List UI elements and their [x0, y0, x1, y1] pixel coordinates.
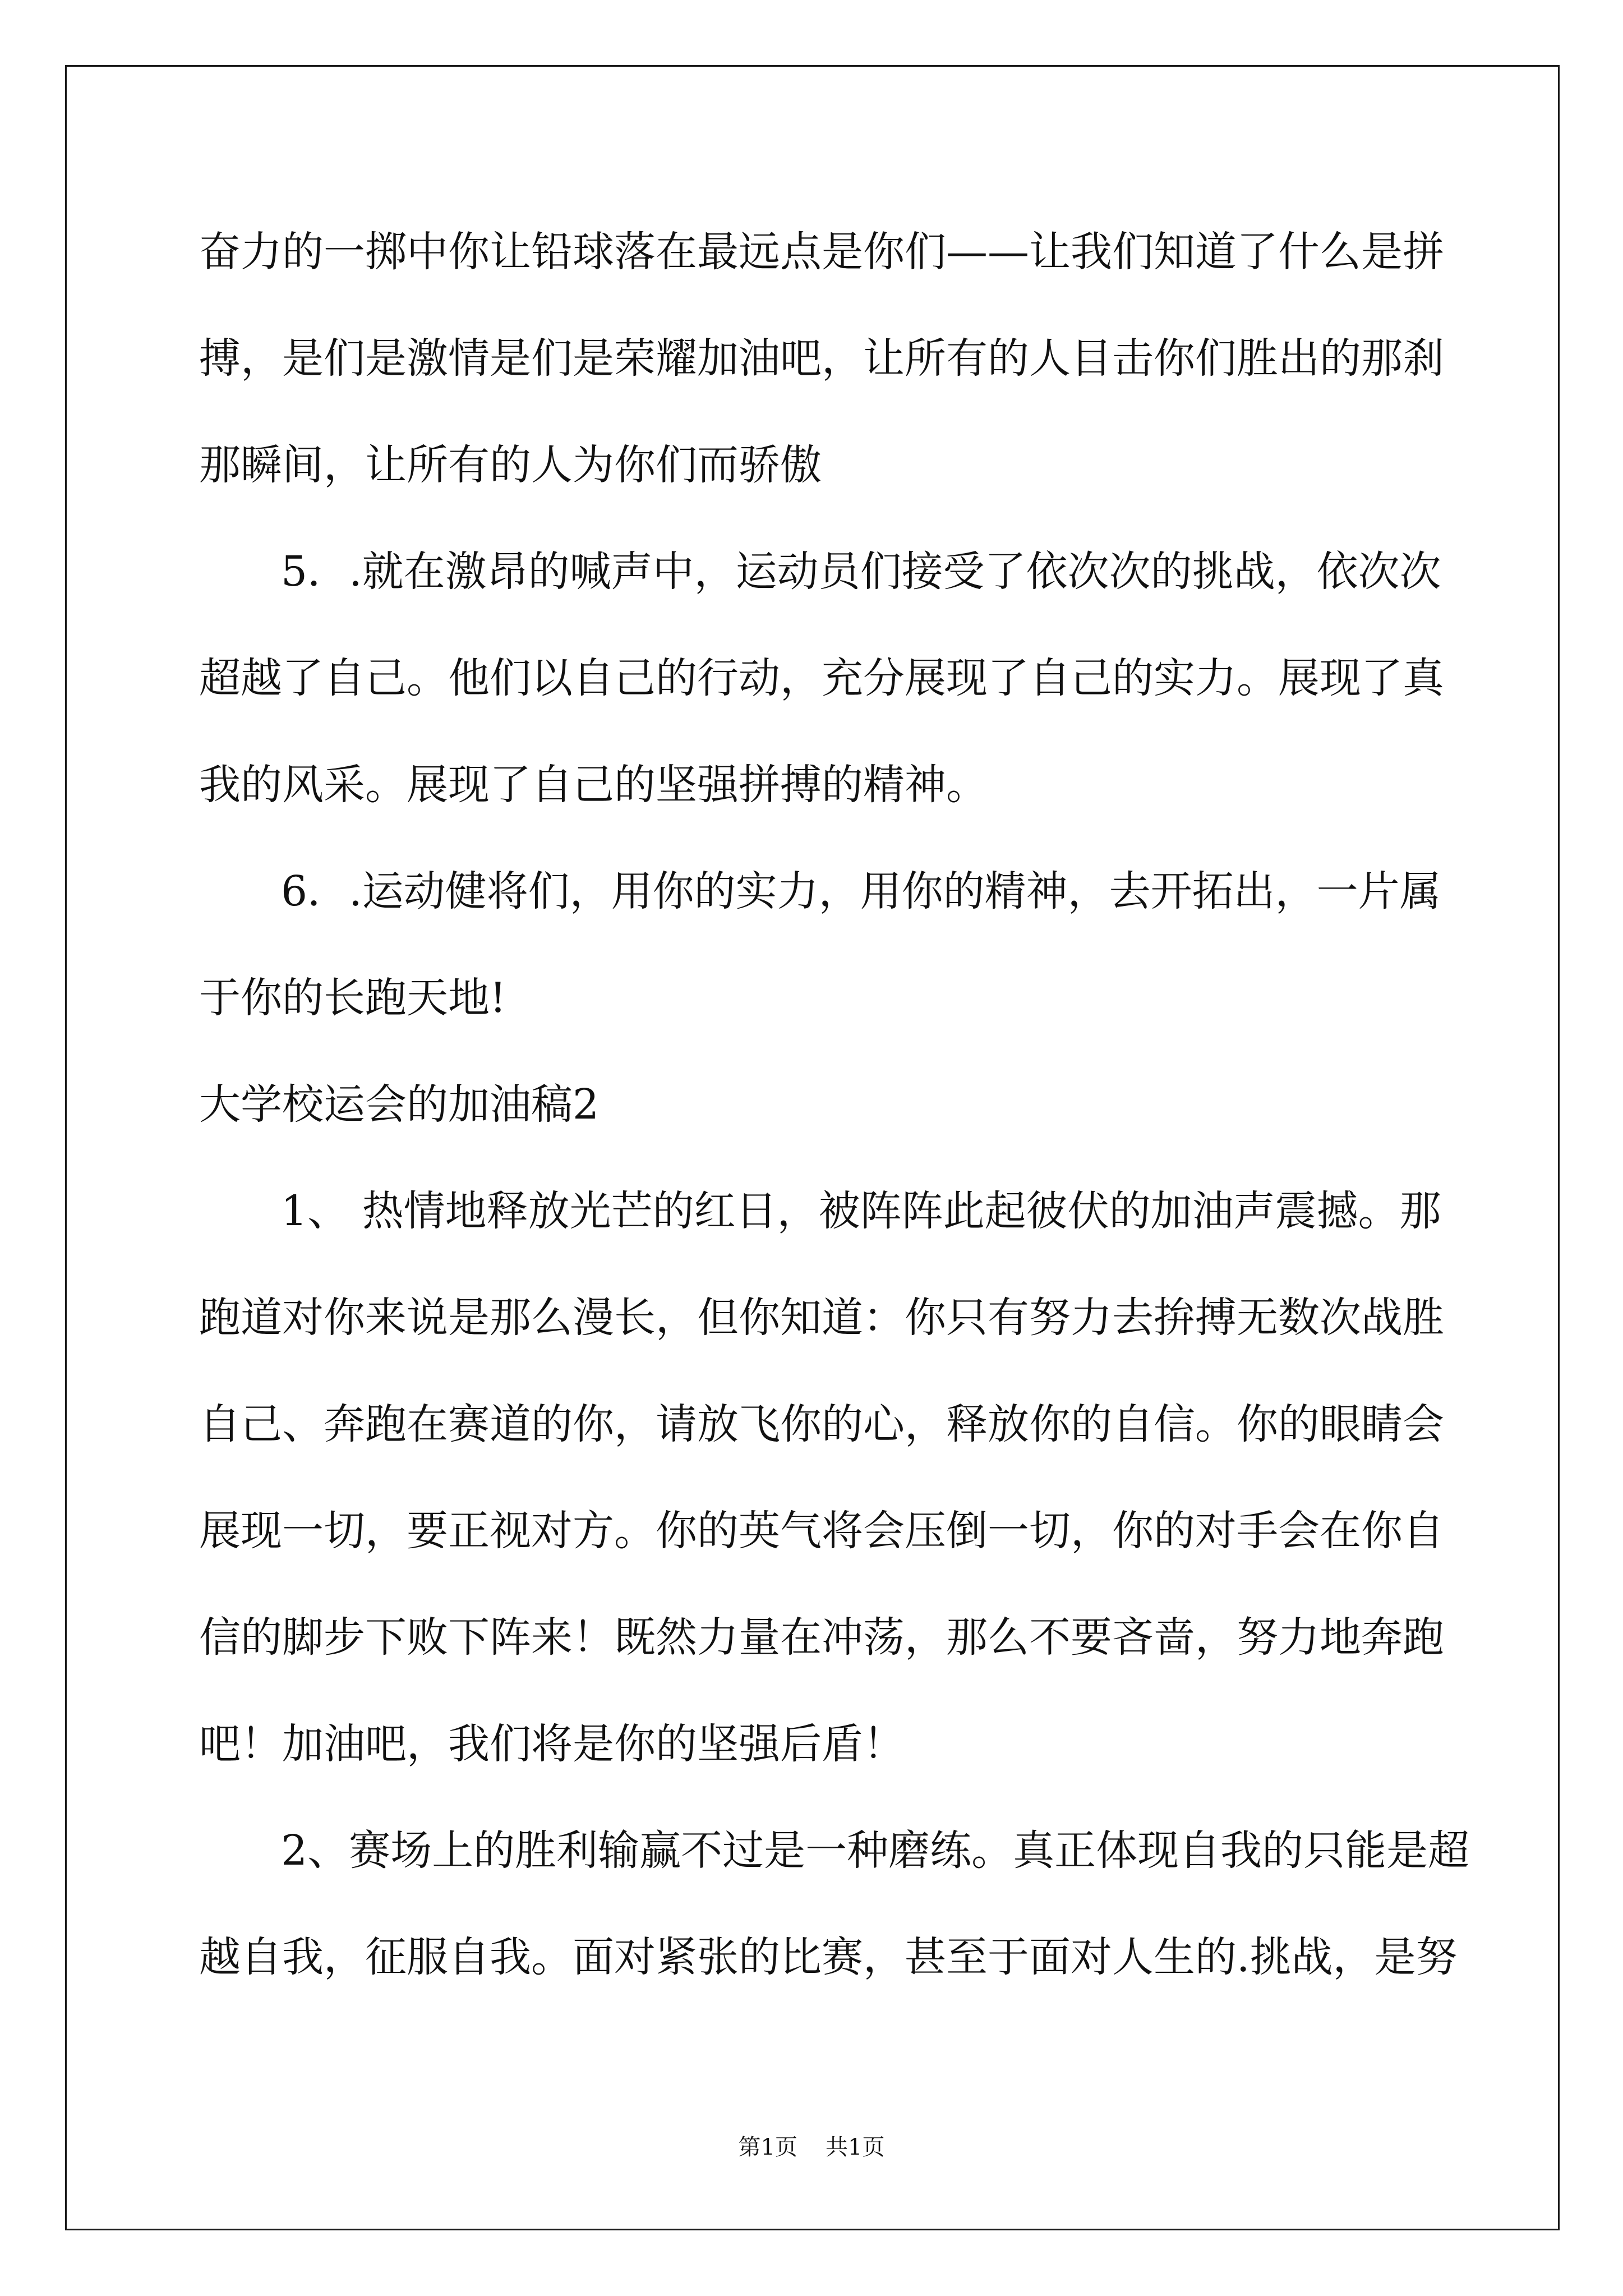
text-line: 于你的长跑天地!: [199, 974, 506, 1022]
text-line: 自己、奔跑在赛道的你，请放飞你的心，释放你的自信。你的眼睛会: [199, 1400, 1444, 1448]
text-line: 展现一切，要正视对方。你的英气将会压倒一切，你的对手会在你自: [199, 1507, 1444, 1555]
text-line: 信的脚步下败下阵来！既然力量在冲荡，那么不要吝啬，努力地奔跑: [199, 1613, 1444, 1662]
page-number: 第1页: [738, 2134, 797, 2160]
text-line: 1、 热情地释放光芒的红日，被阵阵此起彼伏的加油声震撼。那: [281, 1187, 1441, 1235]
text-line: 跑道对你来说是那么漫长，但你知道：你只有努力去拚搏无数次战胜: [199, 1294, 1444, 1342]
text-line: 越自我，征服自我。面对紧张的比赛，甚至于面对人生的.挑战，是努: [199, 1933, 1458, 1981]
text-line: 搏，是们是激情是们是荣耀加油吧，让所有的人目击你们胜出的那刹: [199, 334, 1444, 383]
text-line: 我的风采。展现了自己的坚强拼搏的精神。: [199, 761, 988, 809]
section-heading: 大学校运会的加油稿2: [199, 1080, 600, 1129]
text-line: 6．.运动健将们，用你的实力，用你的精神，去开拓出，一片属: [281, 867, 1441, 915]
text-line: 2、赛场上的胜利输赢不过是一种磨练。真正体现自我的只能是超: [281, 1826, 1470, 1875]
text-line: 超越了自己。他们以自己的行动，充分展现了自己的实力。展现了真: [199, 654, 1444, 702]
text-line: 那瞬间，让所有的人为你们而骄傲: [199, 441, 822, 489]
text-line: 吧！加油吧，我们将是你的坚强后盾！: [199, 1720, 905, 1768]
text-line: 5．.就在激昂的喊声中，运动员们接受了依次次的挑战，依次次: [281, 547, 1441, 596]
text-line: 奋力的一掷中你让铅球落在最远点是你们——让我们知道了什么是拼: [199, 228, 1444, 276]
page-footer: [0, 2132, 1623, 2163]
page-total: 共1页: [826, 2134, 885, 2160]
page-border: [65, 65, 1560, 2230]
